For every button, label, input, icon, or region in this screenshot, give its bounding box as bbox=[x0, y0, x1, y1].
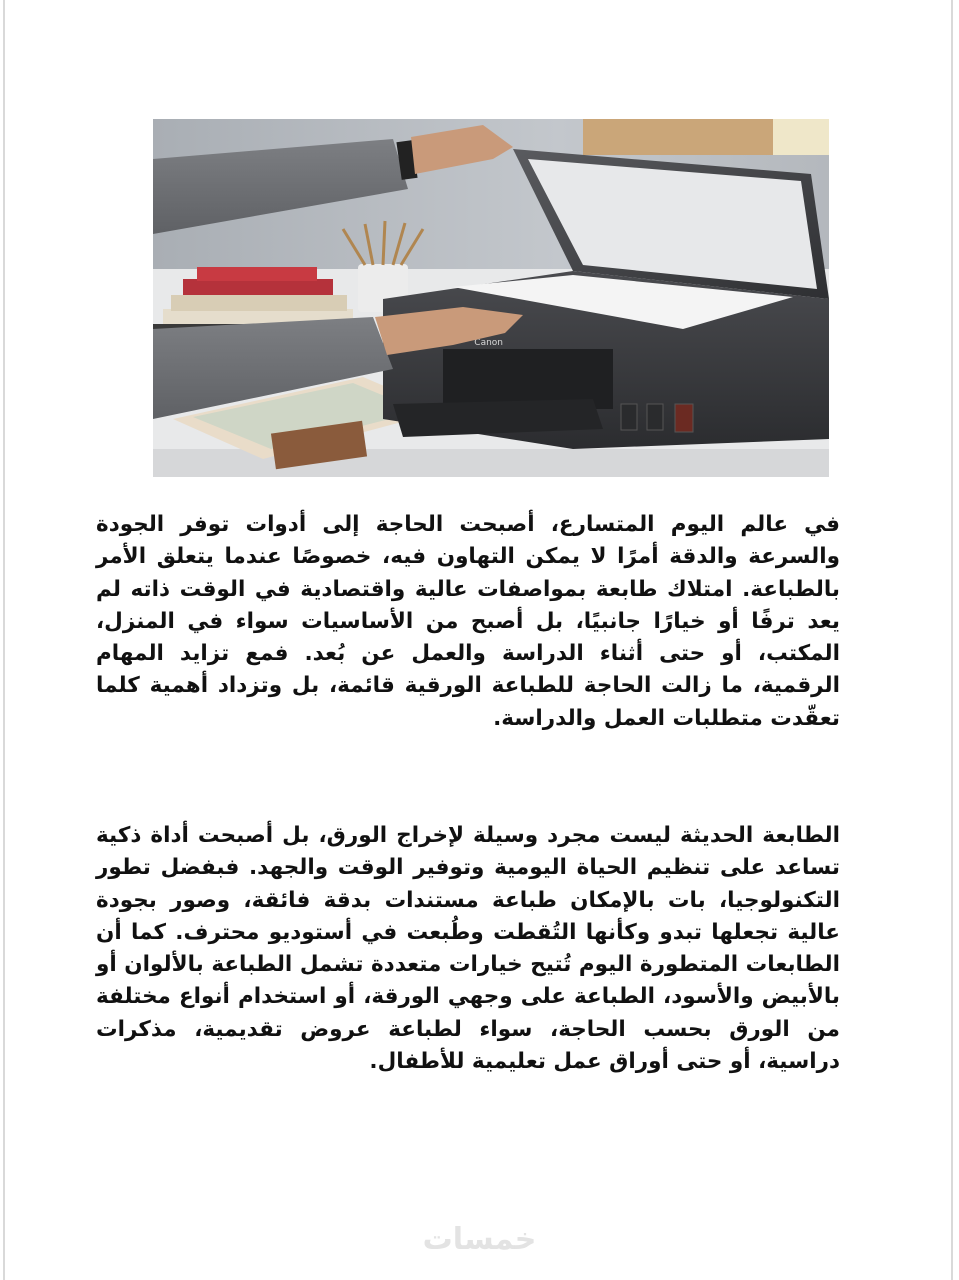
ink-tank bbox=[675, 404, 693, 432]
page-right-edge bbox=[951, 0, 953, 1280]
page-left-edge bbox=[3, 0, 5, 1280]
printer-photo bbox=[153, 119, 829, 477]
watermark-logo: خمسات bbox=[422, 1222, 537, 1257]
article-paragraph-1: في عالم اليوم المتسارع، أصبحت الحاجة إلى أدوات توفر الجودة والسرعة والدقة أمرًا لا يمكن التهاون فيه، خصوصًا عندما يتعلق الأمر بالطباعة. امتلاك طابعة بمواصفات عالية واقتصادية في الوقت ذاته لم يعد ترفًا أو خيارًا جانبيًا، بل أصبح من الأساسيات سواء في المنزل، المكتب، أو حتى أثناء الدراسة والعمل عن بُعد. فمع تزايد المهام الرقمية، ما زالت الحاجة للطباعة الورقية قائمة، بل وتزداد أهمية كلما تعقّدت متطلبات العمل والدراسة. bbox=[96, 512, 840, 731]
sticky-note bbox=[773, 119, 829, 155]
article-paragraph-2: الطابعة الحديثة ليست مجرد وسيلة لإخراج الورق، بل أصبحت أداة ذكية تساعد على تنظيم الحياة اليومية وتوفير الوقت والجهد. فبفضل تطور التكنولوجيا، بات بالإمكان طباعة مستندات بدقة فائقة، وصور بجودة عالية تجعلها تبدو وكأنها التُقطت وطُبعت في أستوديو محترف. كما أن الطابعات المتطورة اليوم تُتيح خيارات متعددة تشمل الطباعة بالألوان أو بالأبيض والأسود، الطباعة على وجهي الورقة، أو استخدام أنواع مختلفة من الورق بحسب الحاجة، سواء لطباعة عروض تقديمية، مذكرات دراسية، أو حتى أوراق عمل تعليمية للأطفال. bbox=[96, 823, 840, 1075]
printer-brand-label: Canon bbox=[474, 338, 503, 348]
